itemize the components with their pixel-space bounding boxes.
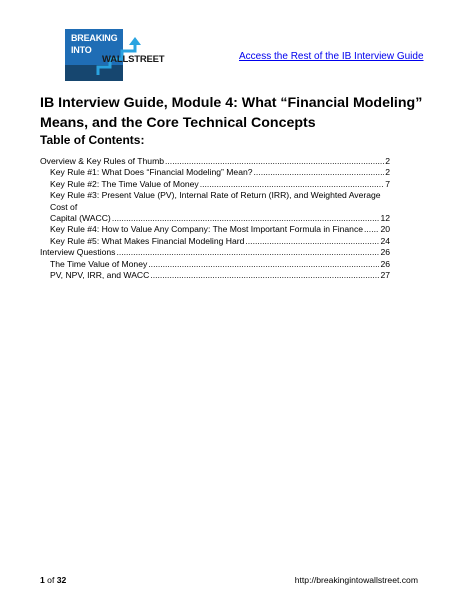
toc-entry-page: 24: [380, 235, 390, 246]
toc-entry[interactable]: [40, 190, 390, 224]
toc-entry-text: Key Rule #4: How to Value Any Company: The Most Important Formula in Finance: [50, 224, 364, 235]
toc-entry[interactable]: [40, 247, 390, 258]
toc-entry[interactable]: [40, 224, 390, 235]
toc-entry-page: 12: [380, 213, 390, 224]
toc-entry-page: 2: [385, 167, 390, 178]
page-number: [40, 575, 66, 585]
toc-entry-page: 7: [385, 178, 390, 189]
toc-entry-text: Overview & Key Rules of Thumb: [40, 156, 165, 166]
page-separator: of: [44, 575, 57, 585]
toc-entry-text: PV, NPV, IRR, and WACC: [50, 270, 150, 281]
toc-entry-page: 2: [385, 156, 390, 166]
logo-line1: BREAKING: [71, 33, 118, 43]
toc-entry-text: The Time Value of Money: [50, 258, 148, 269]
toc-entry[interactable]: [40, 259, 390, 270]
toc-entry[interactable]: [40, 270, 390, 281]
toc-entry-text: Key Rule #2: The Time Value of Money: [50, 178, 199, 189]
toc-entry[interactable]: [40, 167, 390, 178]
logo-line2: INTO: [71, 45, 92, 55]
toc-entry-page: 26: [380, 247, 390, 258]
toc-entry-text: Key Rule #5: What Makes Financial Modeling Hard: [50, 235, 245, 246]
toc-entry-page: 27: [380, 270, 390, 281]
table-of-contents: [40, 156, 390, 281]
toc-entry-page: 26: [380, 258, 390, 269]
toc-entry[interactable]: [40, 179, 390, 190]
page-current: 1: [40, 575, 45, 585]
logo: [65, 29, 171, 81]
guide-link[interactable]: Access the Rest of the IB Interview Guide: [239, 51, 424, 62]
toc-entry-text: Interview Questions: [40, 247, 116, 258]
toc-entry-text-cont: Capital (WACC): [50, 213, 111, 224]
footer-url: http://breakingintowallstreet.com: [294, 575, 418, 585]
toc-entry-text: Key Rule #3: Present Value (PV), Internal Rate of Return (IRR), and Weighted Average Cost of: [50, 190, 381, 212]
logo-line3: WALLSTREET: [102, 54, 165, 65]
toc-entry-text: Key Rule #1: What Does “Financial Modeling” Mean?: [50, 167, 253, 178]
page-title: IB Interview Guide, Module 4: What “Financial Modeling” Means, and the Core Technical Concepts: [40, 95, 423, 131]
toc-entry[interactable]: [40, 156, 390, 167]
page-total: 32: [56, 575, 67, 585]
toc-entry[interactable]: [40, 236, 390, 247]
toc-heading: Table of Contents:: [40, 133, 145, 147]
toc-entry-page: 20: [380, 224, 390, 235]
